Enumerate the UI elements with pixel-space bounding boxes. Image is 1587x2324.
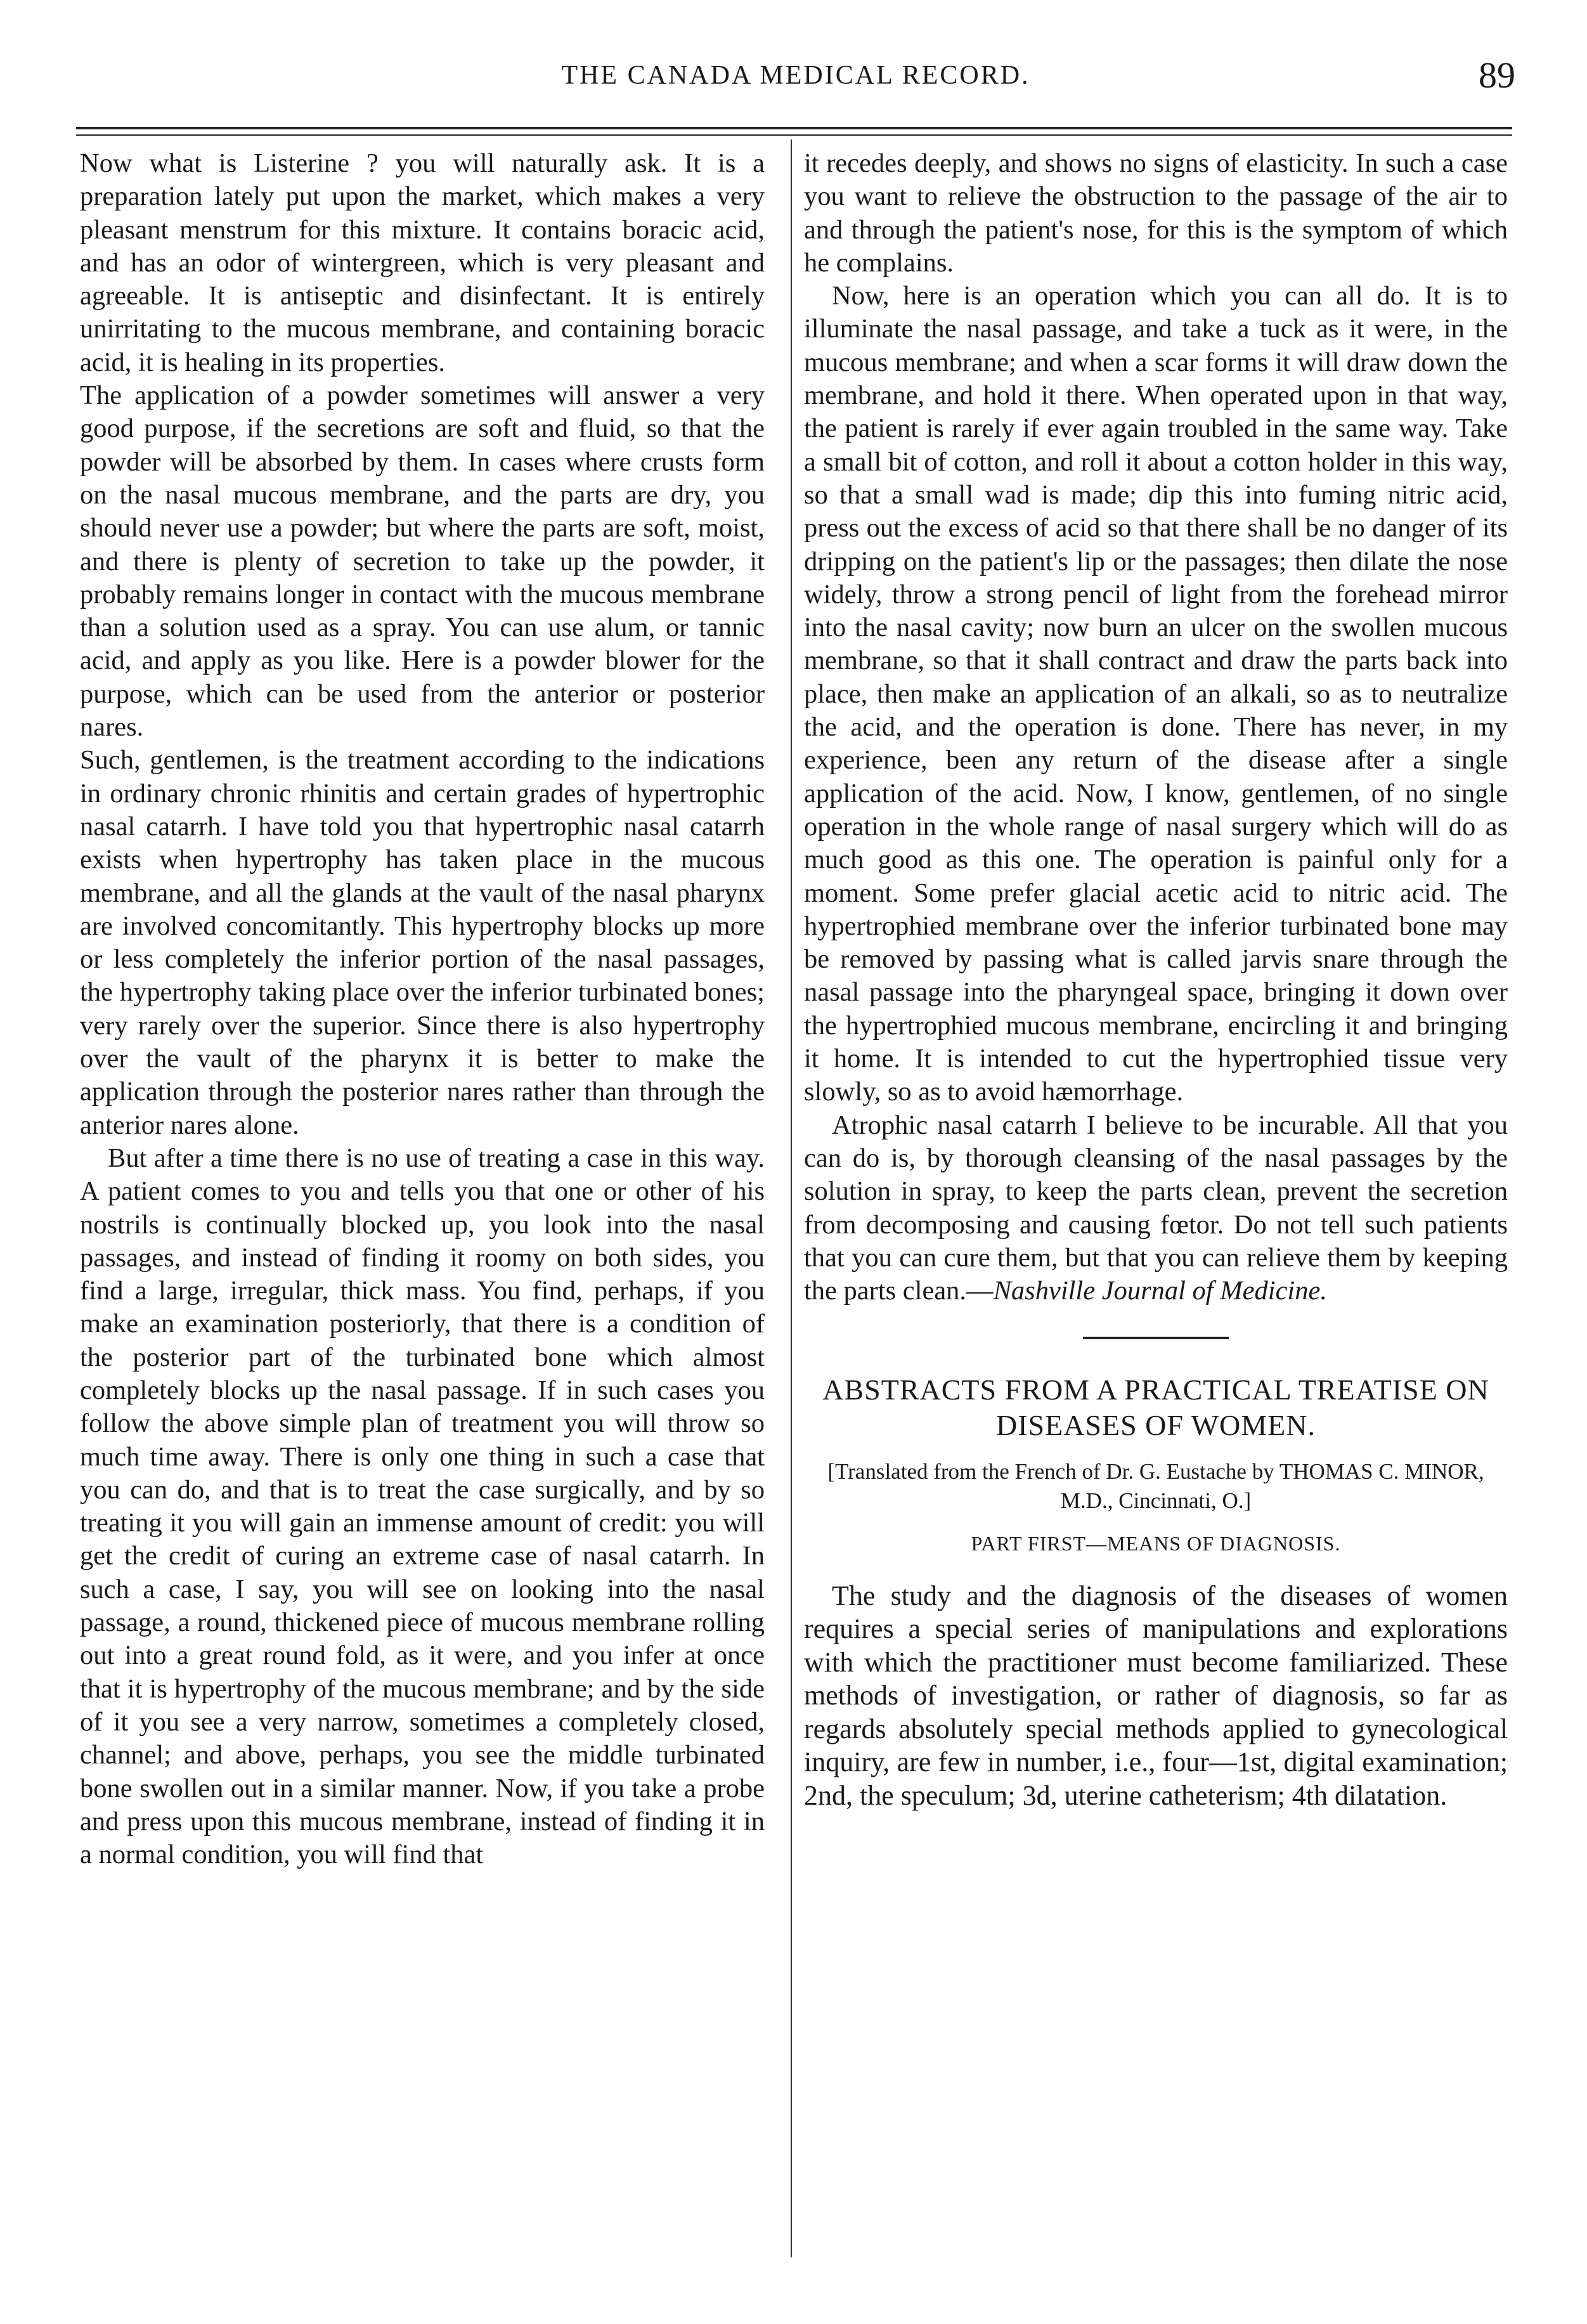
paragraph: The study and the diagnosis of the diseases of women requires a special series of manipulations and explorations with which the practitioner must become familiarized. These methods of investigation, or rather of diagnosis, so far as regards absolutely special methods applied to gynecological inquiry, are few in number, i.e., four—1st, digital examination; 2nd, the speculum; 3d, uterine catheterism; 4th dilatation. (804, 1580, 1508, 1811)
header-rule-thin (76, 134, 1512, 136)
right-column (804, 147, 1508, 1812)
section-separator (1083, 1337, 1229, 1339)
header-rule-thick (76, 127, 1512, 129)
page-header (76, 55, 1515, 105)
paragraph: But after a time there is no use of treating a case in this way. A patient comes to you and tells you that one or other of his nostrils is continually blocked up, you look into the nasal passages, and instead of finding it roomy on both sides, you find a large, irregular, thick mass. You find, perhaps, if you make an examination posteriorly, that there is a condition of the posterior part of the turbinated bone which almost completely blocks up the nasal passage. If in such cases you follow the above simple plan of treatment you will throw so much time away. There is only one thing in such a case that you can do, and that is to treat the case surgically, and by so treating it you will gain an immense amount of credit: you will get the credit of curing an extreme case of nasal catarrh. In such a case, I say, you will see on looking into the nasal passage, a round, thickened piece of mucous membrane rolling out into a great round fold, as it were, and you infer at once that it is hypertrophy of the mucous membrane; and by the side of it you see a very narrow, sometimes a completely closed, channel; and above, perhaps, you see the middle turbinated bone swollen out in a similar manner. Now, if you take a probe and press upon this mucous membrane, instead of finding it in a normal condition, you will find that (80, 1143, 765, 1870)
page-number: 89 (1479, 55, 1515, 96)
paragraph (804, 1109, 1508, 1308)
article-title: ABSTRACTS FROM A PRACTICAL TREATISE ON DISEASES OF WOMEN. (822, 1373, 1489, 1442)
column-divider (791, 140, 792, 2257)
paragraph: it recedes deeply, and shows no signs of elasticity. In such a case you want to relieve the obstruction to the passage of the air to and through the patient's nose, for this is the symptom of which he complains. (804, 148, 1508, 278)
translator-note: [Translated from the French of Dr. G. Eustache by THOMAS C. MINOR, M.D., Cincinnati, O.] (827, 1459, 1484, 1514)
paragraph: Such, gentlemen, is the treatment according to the indications in ordinary chronic rhinitis and certain grades of hypertrophic nasal catarrh. I have told you that hypertrophic nasal catarrh exists when hypertrophy has taken place in the mucous membrane, and all the glands at the vault of the nasal pharynx are involved concomitantly. This hypertrophy blocks up more or less completely the inferior portion of the nasal passages, the hypertrophy taking place over the inferior turbinated bones; very rarely over the superior. Since there is also hypertrophy over the vault of the pharynx it is better to make the application through the posterior nares rather than through the anterior nares alone. (80, 745, 765, 1140)
paragraph-text: Atrophic nasal catarrh I believe to be incurable. All that you can do is, by thorough cleansing of the nasal passages by the solution in spray, to keep the parts clean, prevent the secretion from decomposing and causing fœtor. Do not tell such patients that you can cure them, but that you can relieve them by keeping the parts clean.— (804, 1110, 1508, 1306)
paragraph: Now what is Listerine ? you will naturally ask. It is a preparation lately put upon the market, which makes a very pleasant menstrum for this mixture. It contains boracic acid, and has an odor of wintergreen, which is very pleasant and agreeable. It is antiseptic and disinfectant. It is entirely unirritating to the mucous membrane, and containing boracic acid, it is healing in its properties. (80, 148, 765, 377)
left-column (80, 147, 765, 1871)
running-title: THE CANADA MEDICAL RECORD. (561, 61, 1030, 90)
part-heading: PART FIRST—MEANS OF DIAGNOSIS. (971, 1532, 1341, 1555)
source-citation: Nashville Journal of Medicine. (993, 1276, 1327, 1306)
paragraph: The application of a powder sometimes will answer a very good purpose, if the secretions are soft and fluid, so that the powder will be absorbed by them. In cases where crusts form on the nasal mucous membrane, and the parts are dry, you should never use a powder; but where the parts are soft, moist, and there is plenty of secretion to take up the powder, it probably remains longer in contact with the mucous membrane than a solution used as a spray. You can use alum, or tannic acid, and apply as you like. Here is a powder blower for the purpose, which can be used from the anterior or posterior nares. (80, 380, 765, 743)
paragraph: Now, here is an operation which you can all do. It is to illuminate the nasal passage, and take a tuck as it were, in the mucous membrane; and when a scar forms it will draw down the membrane, and hold it there. When operated upon in that way, the patient is rarely if ever again troubled in the same way. Take a small bit of cotton, and roll it about a cotton holder in this way, so that a small wad is made; dip this into fuming nitric acid, press out the excess of acid so that there shall be no danger of its dripping on the patient's lip or the passages; then dilate the nose widely, throw a strong pencil of light from the forehead mirror into the nasal cavity; now burn an ulcer on the swollen mucous membrane, so that it shall contract and draw the parts back into place, then make an application of an alkali, so as to neutralize the acid, and the operation is done. There has never, in my experience, been any return of the disease after a single application of the acid. Now, I know, gentlemen, of no single operation in the whole range of nasal surgery which will do as much good as this one. The operation is painful only for a moment. Some prefer glacial acetic acid to nitric acid. The hypertrophied membrane over the inferior turbinated bone may be removed by passing what is called jarvis snare through the nasal passage into the pharyngeal space, bringing it down over the hypertrophied mucous membrane, encircling it and bringing it home. It is intended to cut the hypertrophied tissue very slowly, so as to avoid hæmorrhage. (804, 281, 1508, 1107)
